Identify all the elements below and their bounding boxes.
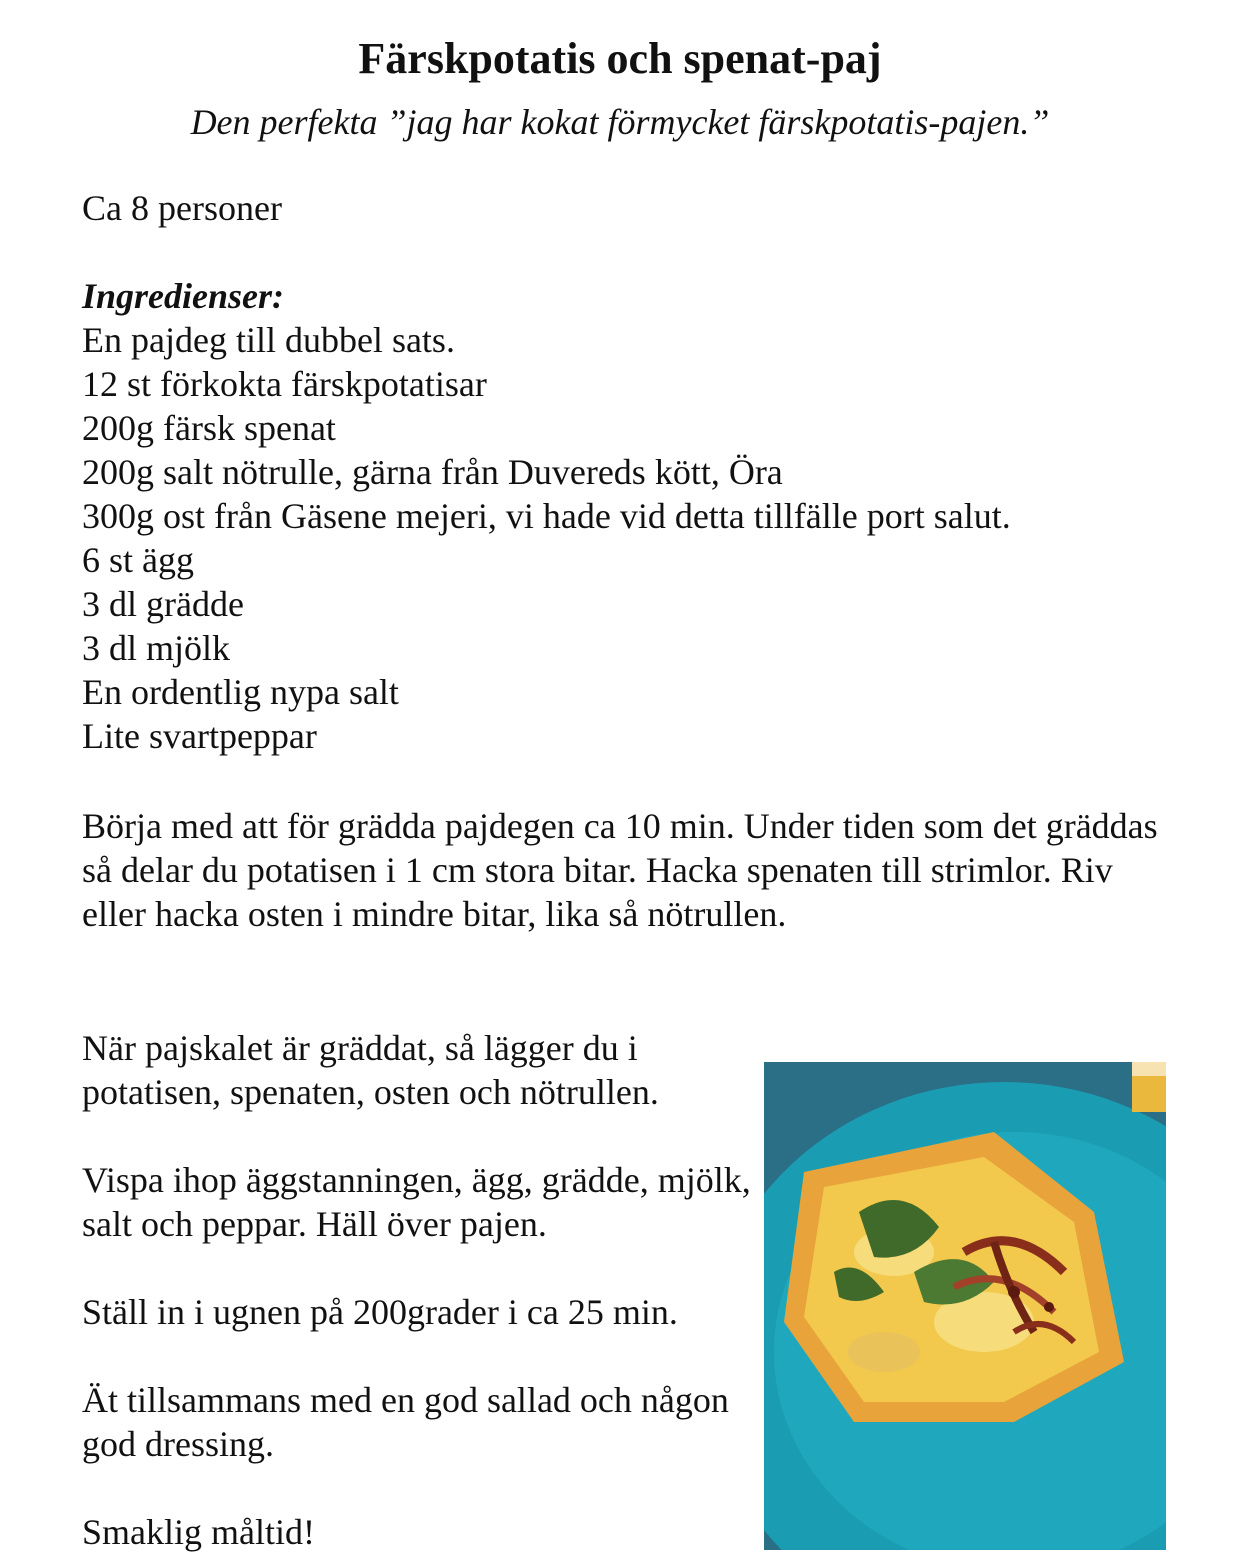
ingredient-item: En pajdeg till dubbel sats. <box>82 320 455 360</box>
servings: Ca 8 personer <box>82 188 282 228</box>
ingredient-item: En ordentlig nypa salt <box>82 672 399 712</box>
step-serve: Ät tillsammans med en god sallad och någon god dressing. <box>82 1380 729 1464</box>
closing-line: Smaklig måltid! <box>82 1512 315 1552</box>
pie-photo-illustration <box>764 1062 1166 1550</box>
step-whisk: Vispa ihop äggstanningen, ägg, grädde, mjölk, salt och peppar. Häll över pajen. <box>82 1160 751 1244</box>
ingredient-item: 200g salt nötrulle, gärna från Duvereds kött, Öra <box>82 452 783 492</box>
ingredient-item: 200g färsk spenat <box>82 408 336 448</box>
ingredient-item: 3 dl grädde <box>82 584 244 624</box>
ingredient-item: Lite svartpeppar <box>82 716 317 756</box>
ingredient-item: 6 st ägg <box>82 540 194 580</box>
ingredients-heading: Ingredienser: <box>82 276 285 316</box>
ingredient-item: 3 dl mjölk <box>82 628 231 668</box>
ingredient-item: 300g ost från Gäsene mejeri, vi hade vid detta tillfälle port salut. <box>82 496 1011 536</box>
step-prebake: Börja med att för grädda pajdegen ca 10 min. Under tiden som det gräddas så delar du potatisen i 1 cm stora bitar. Hacka spenaten till strimlor. Riv eller hacka osten i mindre bitar, lika så nötrullen. <box>82 806 1158 934</box>
pie-photo <box>764 1062 1166 1550</box>
recipe-subtitle: Den perfekta ”jag har kokat förmycket färskpotatis-pajen.” <box>190 102 1050 142</box>
ingredient-item: 12 st förkokta färskpotatisar <box>82 364 487 404</box>
step-bake: Ställ in i ugnen på 200grader i ca 25 min. <box>82 1292 678 1332</box>
step-fill: När pajskalet är gräddat, så lägger du i potatisen, spenaten, osten och nötrullen. <box>82 1028 659 1112</box>
ingredients-list <box>82 318 1011 758</box>
recipe-title: Färskpotatis och spenat-paj <box>358 34 882 84</box>
